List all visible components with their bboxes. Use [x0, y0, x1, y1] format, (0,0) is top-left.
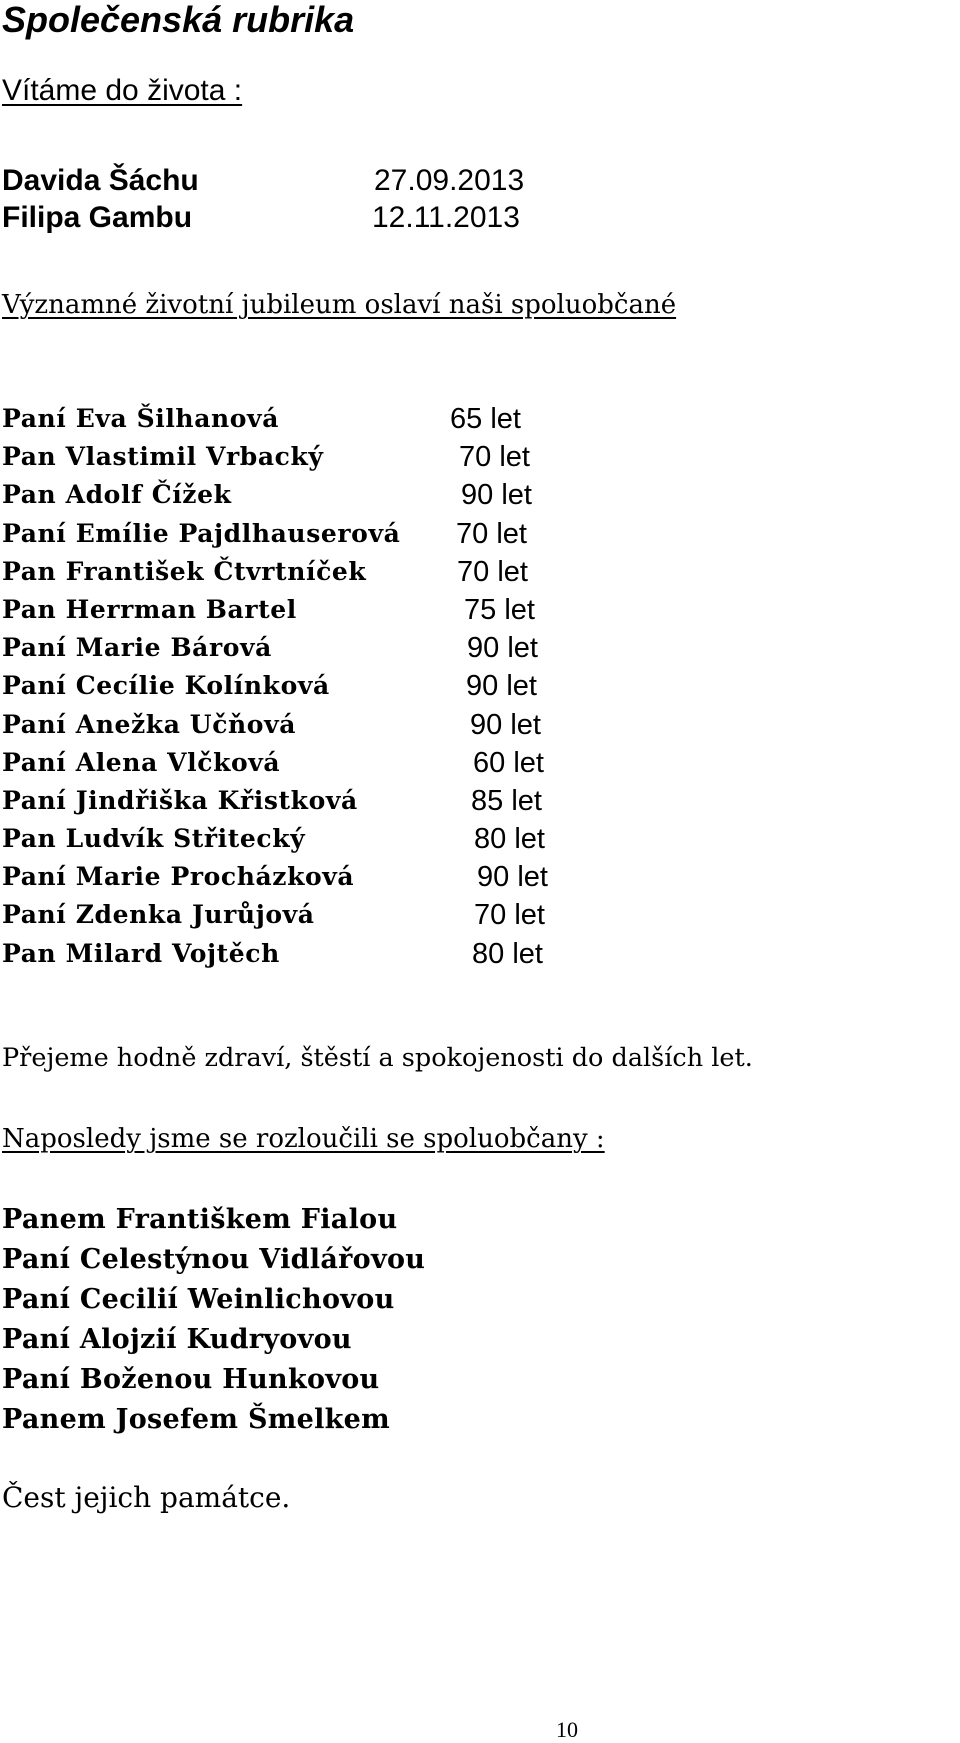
jubilee-age: 90 let: [470, 708, 541, 741]
jubilee-name: Pan Herrman Bartel: [2, 594, 297, 624]
page-title: Společenská rubrika: [2, 0, 355, 40]
jubilee-age: 90 let: [467, 632, 538, 665]
jubilee-heading: Významné životní jubileum oslaví naši spoluobčané: [2, 290, 677, 320]
jubilee-age: 90 let: [466, 670, 537, 703]
birth-date: 27.09.2013: [374, 164, 525, 197]
jubilee-name: Paní Marie Bárová: [2, 633, 272, 663]
jubilee-name: Paní Jindřiška Křistková: [2, 785, 358, 815]
birth-date: 12.11.2013: [372, 201, 520, 234]
jubilee-name: Pan Vlastimil Vrbacký: [2, 442, 324, 472]
jubilee-age: 65 let: [450, 403, 521, 435]
farewell-heading: Naposledy jsme se rozloučili se spoluobčany :: [2, 1124, 605, 1154]
jubilee-name: Paní Emílie Pajdlhauserová: [2, 518, 401, 548]
farewell-entry: Panem Josefem Šmelkem: [2, 1404, 391, 1435]
jubilee-name: Paní Zdenka Jurůjová: [2, 900, 315, 930]
jubilee-age: 80 let: [472, 937, 543, 970]
jubilee-name: Paní Alena Vlčková: [2, 747, 281, 777]
farewell-entry: Panem Františkem Fialou: [2, 1204, 398, 1235]
farewell-list: [2, 1200, 425, 1440]
birth-name: Filipa Gambu: [2, 201, 193, 234]
jubilee-age: 85 let: [471, 784, 542, 817]
jubilee-name: Pan Adolf Čížek: [2, 480, 232, 510]
farewell-entry: Paní Cecilií Weinlichovou: [2, 1284, 395, 1315]
jubilee-name: Paní Marie Procházková: [2, 862, 355, 892]
jubilee-name: Paní Cecílie Kolínková: [2, 671, 330, 701]
farewell-entry: Paní Celestýnou Vidlářovou: [2, 1244, 426, 1275]
jubilee-age: 70 let: [457, 555, 528, 588]
jubilee-name: Pan Ludvík Střitecký: [2, 824, 306, 854]
jubilee-age: 70 let: [459, 441, 530, 474]
jubilee-name: Pan Milard Vojtěch: [2, 938, 280, 968]
jubilee-age: 90 let: [477, 861, 548, 894]
jubilee-age: 80 let: [474, 823, 545, 856]
jubilee-age: 70 let: [456, 517, 527, 550]
jubilee-age: 75 let: [464, 593, 535, 626]
welcome-heading: Vítáme do života :: [2, 74, 243, 107]
jubilee-wish: Přejeme hodně zdraví, štěstí a spokojenosti do dalších let.: [2, 1043, 753, 1073]
farewell-entry: Paní Boženou Hunkovou: [2, 1364, 380, 1395]
jubilee-age: 90 let: [461, 479, 532, 512]
jubilee-name: Paní Eva Šilhanová: [2, 404, 279, 433]
farewell-entry: Paní Alojzií Kudryovou: [2, 1324, 352, 1355]
jubilee-name: Paní Anežka Učňová: [2, 709, 297, 739]
birth-name: Davida Šáchu: [2, 164, 199, 197]
jubilee-name: Pan František Čtvrtníček: [2, 556, 367, 586]
page-number: 10: [556, 1717, 578, 1742]
closing-line: Čest jejich památce.: [2, 1481, 291, 1514]
jubilee-age: 70 let: [474, 899, 545, 932]
jubilee-age: 60 let: [473, 746, 544, 779]
